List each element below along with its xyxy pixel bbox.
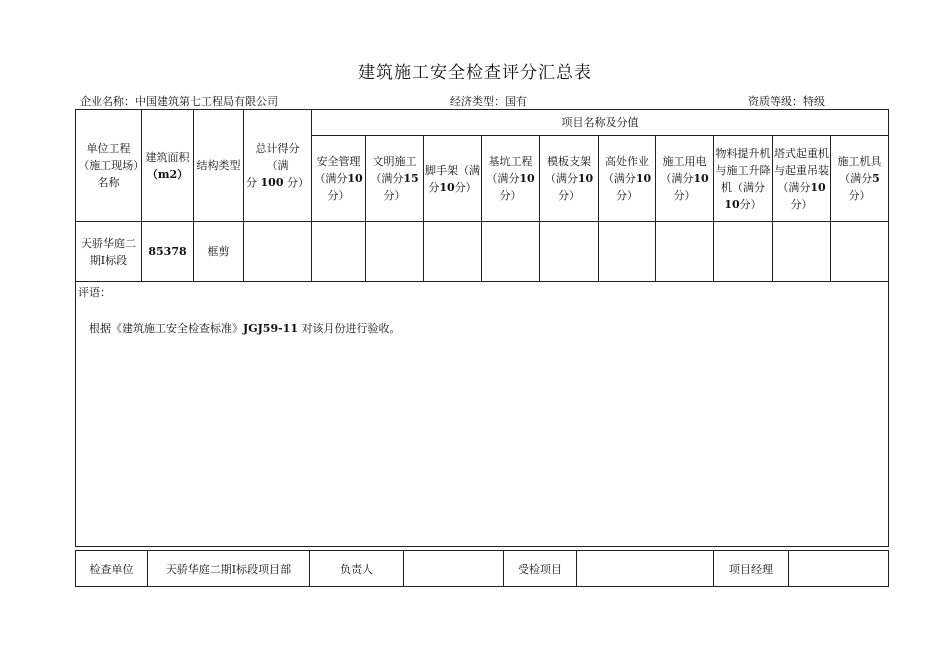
footer-responsible-value xyxy=(404,551,504,587)
item-score-cell xyxy=(540,222,599,282)
header-structure: 结构类型 xyxy=(194,110,244,222)
item-header-cell: 物料提升机与施工升降机（满分10分） xyxy=(714,136,773,222)
company-name: 企业名称：中国建筑第七工程局有限公司 xyxy=(80,95,278,108)
item-score-cell xyxy=(312,222,366,282)
row-structure: 框剪 xyxy=(194,222,244,282)
item-score-cell xyxy=(656,222,714,282)
footer-table xyxy=(75,550,889,587)
footer-inspected-label: 受检项目 xyxy=(504,551,577,587)
item-score-cell xyxy=(482,222,540,282)
header-unit: 单位工程（施工现场）名称 xyxy=(76,110,142,222)
comment-label: 评语： xyxy=(78,286,111,299)
item-header-cell: 施工用电（满分10分） xyxy=(656,136,714,222)
row-area: 85378 xyxy=(142,222,194,282)
item-header-cell: 高处作业（满分10分） xyxy=(599,136,656,222)
item-header-cell: 塔式起重机与起重吊装（满分10分） xyxy=(773,136,831,222)
item-score-cell xyxy=(831,222,889,282)
item-score-cell xyxy=(424,222,482,282)
comment-text: 根据《建筑施工安全检查标准》JGJ59-11 对该月份进行验收。 xyxy=(89,322,401,335)
qualification-grade: 资质等级：特级 xyxy=(748,95,825,108)
header-items: 项目名称及分值 xyxy=(312,110,889,136)
comment-cell xyxy=(76,282,889,547)
item-score-cell xyxy=(366,222,424,282)
header-total: 总计得分（满 分 100 分） xyxy=(244,110,312,222)
item-header-cell: 模板支架（满分10分） xyxy=(540,136,599,222)
item-header-cell: 脚手架（满分10分） xyxy=(424,136,482,222)
header-area: 建筑面积 （m2） xyxy=(142,110,194,222)
footer-responsible-label: 负责人 xyxy=(310,551,404,587)
row-unit: 天骄华庭二期Ⅰ标段 xyxy=(76,222,142,282)
footer-inspected-value xyxy=(577,551,714,587)
item-header-cell: 施工机具（满分5分） xyxy=(831,136,889,222)
footer-inspect-unit-label: 检查单位 xyxy=(76,551,148,587)
summary-table xyxy=(75,109,889,547)
row-total xyxy=(244,222,312,282)
item-score-cell xyxy=(599,222,656,282)
page-title: 建筑施工安全检查评分汇总表 xyxy=(358,63,592,83)
footer-inspect-unit-value: 天骄华庭二期Ⅰ标段项目部 xyxy=(148,551,310,587)
item-score-cell xyxy=(773,222,831,282)
footer-manager-value xyxy=(789,551,889,587)
footer-manager-label: 项目经理 xyxy=(714,551,789,587)
item-header-cell: 文明施工（满分15分） xyxy=(366,136,424,222)
item-score-cell xyxy=(714,222,773,282)
info-row xyxy=(80,93,888,109)
item-header-cell: 基坑工程（满分10分） xyxy=(482,136,540,222)
item-header-cell: 安全管理（满分10分） xyxy=(312,136,366,222)
economy-type: 经济类型：国有 xyxy=(450,95,527,108)
